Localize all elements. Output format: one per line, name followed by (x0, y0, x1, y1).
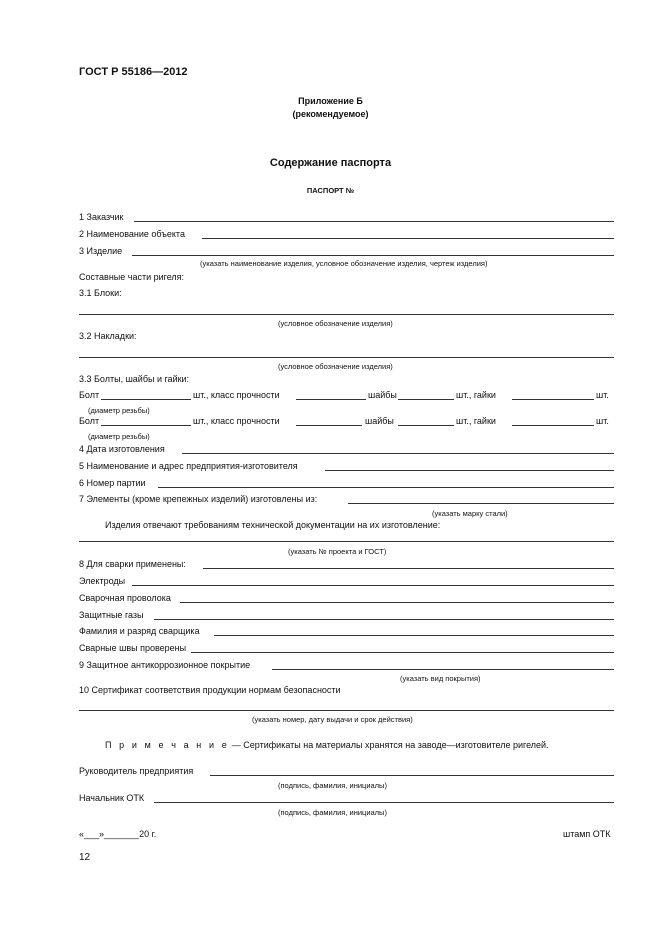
coating-label: 9 Защитное антикоррозионное покрытие (79, 660, 251, 670)
batch-label: 6 Номер партии (79, 478, 146, 488)
customer-label: 1 Заказчик (79, 212, 124, 222)
bolt1-class-line[interactable] (296, 399, 366, 400)
bolt2-nuts-label: шт., гайки (456, 416, 496, 426)
bolt2-nuts-line[interactable] (512, 425, 594, 426)
batch-line[interactable] (158, 487, 614, 488)
note-text: — Сертификаты на материалы хранятся на заводе—изготовителе ригелей. (229, 740, 549, 750)
page-number: 12 (79, 852, 91, 863)
bolt1-pcs-label: шт. (596, 390, 609, 400)
object-line[interactable] (202, 238, 614, 239)
blocks-line[interactable] (79, 314, 614, 315)
welding-line[interactable] (203, 568, 614, 569)
bolt1-diameter-line[interactable] (101, 399, 191, 400)
project-hint: (указать № проекта и ГОСТ) (288, 547, 387, 556)
date-line[interactable] (182, 453, 614, 454)
bolt2-label: Болт (79, 416, 100, 426)
sign-date: «___»_______20 г. (79, 829, 157, 839)
certificate-label: 10 Сертификат соответствия продукции нормам безопасности (79, 685, 341, 695)
bolt2-washers-line[interactable] (398, 425, 454, 426)
bolt1-nuts-line[interactable] (512, 399, 594, 400)
director-line[interactable] (210, 775, 614, 776)
compliance-text: Изделия отвечают требованиям технической документации на их изготовление: (105, 520, 441, 530)
object-label: 2 Наименование объекта (79, 229, 185, 239)
bolt1-washers-line[interactable] (398, 399, 454, 400)
welder-label: Фамилия и разряд сварщика (79, 626, 200, 636)
product-hint: (указать наименование изделия, условное обозначение изделия, чертеж изделия) (200, 259, 488, 268)
passport-title: ПАСПОРТ № (306, 186, 355, 195)
otk-line[interactable] (154, 802, 614, 803)
pads-hint: (условное обозначение изделия) (278, 362, 393, 371)
appendix-title: Приложение Б (298, 96, 363, 106)
cert-hint: (указать номер, дату выдачи и срок действия) (252, 715, 413, 724)
manufacturer-label: 5 Наименование и адрес предприятия-изготовителя (79, 461, 298, 471)
bolt1-diameter-hint: (диаметр резьбы) (88, 406, 150, 415)
bolt1-class-label: шт., класс прочности (193, 390, 280, 400)
welder-line[interactable] (214, 635, 614, 636)
bolt1-washers-label: шайбы (368, 390, 397, 400)
bolt2-diameter-hint: (диаметр резьбы) (88, 432, 150, 441)
welding-label: 8 Для сварки применены: (79, 559, 186, 569)
bolt2-diameter-line[interactable] (101, 425, 191, 426)
director-label: Руководитель предприятия (79, 766, 194, 776)
appendix-subtitle: (рекомендуемое) (292, 109, 369, 119)
coating-line[interactable] (272, 669, 614, 670)
product-label: 3 Изделие (79, 246, 123, 256)
gases-line[interactable] (154, 619, 614, 620)
electrodes-line[interactable] (132, 585, 614, 586)
seams-label: Сварные швы проверены (79, 643, 187, 653)
steel-hint: (указать марку стали) (432, 509, 508, 518)
bolt1-nuts-label: шт., гайки (456, 390, 496, 400)
bolt2-pcs-label: шт. (596, 416, 609, 426)
pads-label: 3.2 Накладки: (79, 331, 137, 341)
bolt2-class-line[interactable] (296, 425, 362, 426)
seams-line[interactable] (191, 652, 614, 653)
electrodes-label: Электроды (79, 576, 126, 586)
note (105, 740, 549, 750)
certificate-line[interactable] (79, 710, 614, 711)
coating-hint: (указать вид покрытия) (400, 674, 481, 683)
elements-line[interactable] (348, 503, 614, 504)
otk-label: Начальник ОТК (79, 793, 145, 803)
blocks-hint: (условное обозначение изделия) (278, 319, 393, 328)
doc-title: Содержание паспорта (269, 157, 392, 169)
wire-label: Сварочная проволока (79, 593, 171, 603)
blocks-label: 3.1 Блоки: (79, 288, 122, 298)
note-label: П р и м е ч а н и е (105, 740, 230, 750)
standard-number: ГОСТ Р 55186—2012 (79, 66, 188, 78)
bolt2-class-label: шт., класс прочности (193, 416, 280, 426)
stamp-label: штамп ОТК (563, 829, 611, 839)
date-label: 4 Дата изготовления (79, 444, 165, 454)
product-line[interactable] (132, 255, 614, 256)
otk-hint: (подпись, фамилия, инициалы) (278, 808, 387, 817)
bolt2-washers-label: шайбы (365, 416, 394, 426)
wire-line[interactable] (180, 602, 614, 603)
elements-label: 7 Элементы (кроме крепежных изделий) изготовлены из: (79, 494, 318, 504)
components-label: Составные части ригеля: (79, 272, 185, 282)
compliance-line[interactable] (79, 541, 614, 542)
manufacturer-line[interactable] (325, 470, 614, 471)
gases-label: Защитные газы (79, 610, 144, 620)
customer-line[interactable] (134, 221, 614, 222)
bolt1-label: Болт (79, 390, 100, 400)
bolts-label: 3.3 Болты, шайбы и гайки: (79, 374, 190, 384)
director-hint: (подпись, фамилия, инициалы) (278, 781, 387, 790)
pads-line[interactable] (79, 357, 614, 358)
